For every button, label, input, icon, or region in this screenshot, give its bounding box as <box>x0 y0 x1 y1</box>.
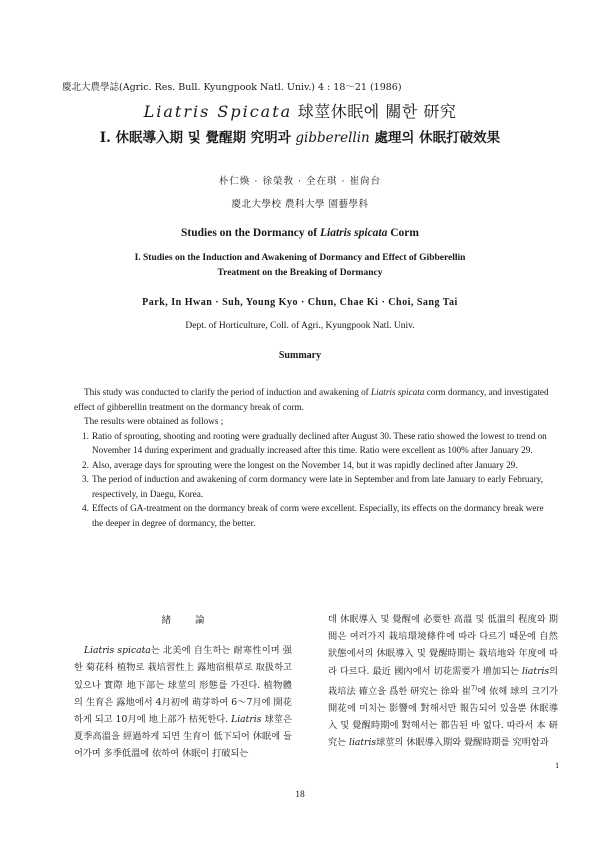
intro-left-text-a: 는 北美에 自生하는 耐寒性이며 强한 菊花科 植物로 栽培習性上 露地宿根草로 取扱하고 있으나 實際 地下部는 球莖의 形態를 가진다. 植物體의 生育은 露地에서 4月初에 萌芽하여 6～7月에 開花하게 되고 10月에 地上部가 枯死한다. <box>74 645 292 726</box>
margin-mark: 1 <box>555 762 560 770</box>
list-item <box>74 501 554 530</box>
list-item-text: Also, average days for sprouting were the longest on the November 14, but it was rapidly declined after January 29. <box>92 459 518 470</box>
summary-intro-species: Liatris spicata <box>371 387 425 397</box>
list-item-text: The period of induction and awakening of corm dormancy were late in September and from late January to early February, respectively, in Daegu, Korea. <box>92 474 543 499</box>
korean-title-line1 <box>0 99 600 122</box>
summary-intro-suffix: corm dormancy, and investigated effect of gibberellin treatment on the dormancy break of corm. <box>74 387 549 412</box>
summary-results-lead: The results were obtained as follows ; <box>84 416 224 426</box>
intro-right-column <box>328 611 558 752</box>
list-item-text: Ratio of sprouting, shooting and rooting were gradually declined after August 30. These ratio showed the lowest to trend on November 14 during experiment and gradually increased after this time. Ratio were excellent as 100% after January 29. <box>92 430 547 455</box>
english-title-species: Liatris spicata <box>319 227 388 239</box>
english-title-suffix: Corm <box>390 227 419 239</box>
journal-citation: 慶北大農學誌(Agric. Res. Bull. Kyungpook Natl. Univ.) 4 : 18～21 (1986) <box>62 82 402 93</box>
intro-right-paragraph <box>328 611 558 752</box>
summary-results-list <box>74 429 554 531</box>
list-item <box>74 458 554 473</box>
korean-title-line2-suffix: 處理의 休眠打破效果 <box>374 130 501 146</box>
summary-body <box>74 385 554 530</box>
english-title <box>0 227 600 239</box>
korean-title-line2 <box>0 126 600 146</box>
intro-left-column <box>74 612 292 763</box>
list-item-text: Effects of GA-treatment on the dormancy break of corm were excellent. Especially, its effects on the dormancy break were the deeper in degree of dormancy, the better. <box>92 503 544 528</box>
list-item-number: 2. <box>82 459 89 470</box>
list-item <box>74 472 554 501</box>
korean-authors: 朴仁煥 · 徐榮敎 · 全在琪 · 崔尙台 <box>218 176 382 187</box>
list-item-number: 1. <box>82 430 89 441</box>
page-number: 18 <box>295 790 305 800</box>
intro-species: Liatris spicata <box>84 645 151 657</box>
summary-intro <box>74 385 554 414</box>
summary-intro-prefix: This study was conducted to clarify the period of induction and awakening of <box>84 387 369 397</box>
intro-left-paragraph <box>74 642 292 762</box>
english-subtitle-line1: I. Studies on the Induction and Awakening of Dormancy and Effect of Gibberellin <box>134 253 466 263</box>
intro-right-text-d: 球莖의 休眠導入期와 覺醒時期를 究明함과 <box>376 737 549 749</box>
intro-right-text-b: 의 栽培法 確立을 爲한 研究는 徐와 崔 <box>328 665 559 697</box>
intro-right-species: liatris <box>522 665 550 677</box>
list-item-number: 3. <box>82 474 89 484</box>
citation-superscript: 7) <box>471 684 478 692</box>
english-authors: Park, In Hwan · Suh, Young Kyo · Chun, Chae Ki · Choi, Sang Tai <box>142 297 458 308</box>
intro-left-text-b: 球莖은 夏季高溫을 經過하게 되면 生育이 低下되어 休眠에 들어가며 多季低溫에 依하여 休眠이 打破되는 <box>74 714 293 760</box>
korean-title-line2-italic: gibberellin <box>295 130 370 146</box>
intro-right-text-c: 에 依해 球의 크기가 開花에 미치는 影響에 對해서만 報告되어 있을뿐 休眠導入 및 覺醒時期에 對해서는 都告된 바 없다. 따라서 本 研究는 <box>328 685 559 749</box>
korean-affiliation: 慶北大學校 農科大學 園藝學科 <box>231 199 369 210</box>
list-item <box>74 429 554 458</box>
english-title-prefix: Studies on the Dormancy of <box>181 227 318 239</box>
summary-heading: Summary <box>278 350 322 361</box>
intro-heading: 緖論 <box>161 615 229 626</box>
intro-right-species-2: liatris <box>349 737 377 749</box>
intro-right-text-a: 데 休眠導入 및 覺醒에 必要한 高溫 및 低溫의 程度와 期間은 여러가지 栽培環境條件에 따라 다르기 때문에 自然狀態에서의 休眠導入 및 覺醒時期는 栽培地와 年度에 따라 다르다. 最近 國內에서 切花需要가 增加되는 <box>328 614 558 677</box>
intro-species-2: Liatris <box>231 714 262 726</box>
list-item-number: 4. <box>82 503 89 513</box>
korean-title-line1-rest: 球莖休眠에 關한 研究 <box>297 102 457 121</box>
korean-title-line2-prefix: Ⅰ. 休眠導入期 및 覺醒期 究明과 <box>99 130 291 146</box>
english-subtitle-line2: Treatment on the Breaking of Dormancy <box>217 268 383 278</box>
english-affiliation: Dept. of Horticulture, Coll. of Agri., Kyungpook Natl. Univ. <box>185 321 415 331</box>
korean-title-species: Liatris Spicata <box>143 102 293 121</box>
